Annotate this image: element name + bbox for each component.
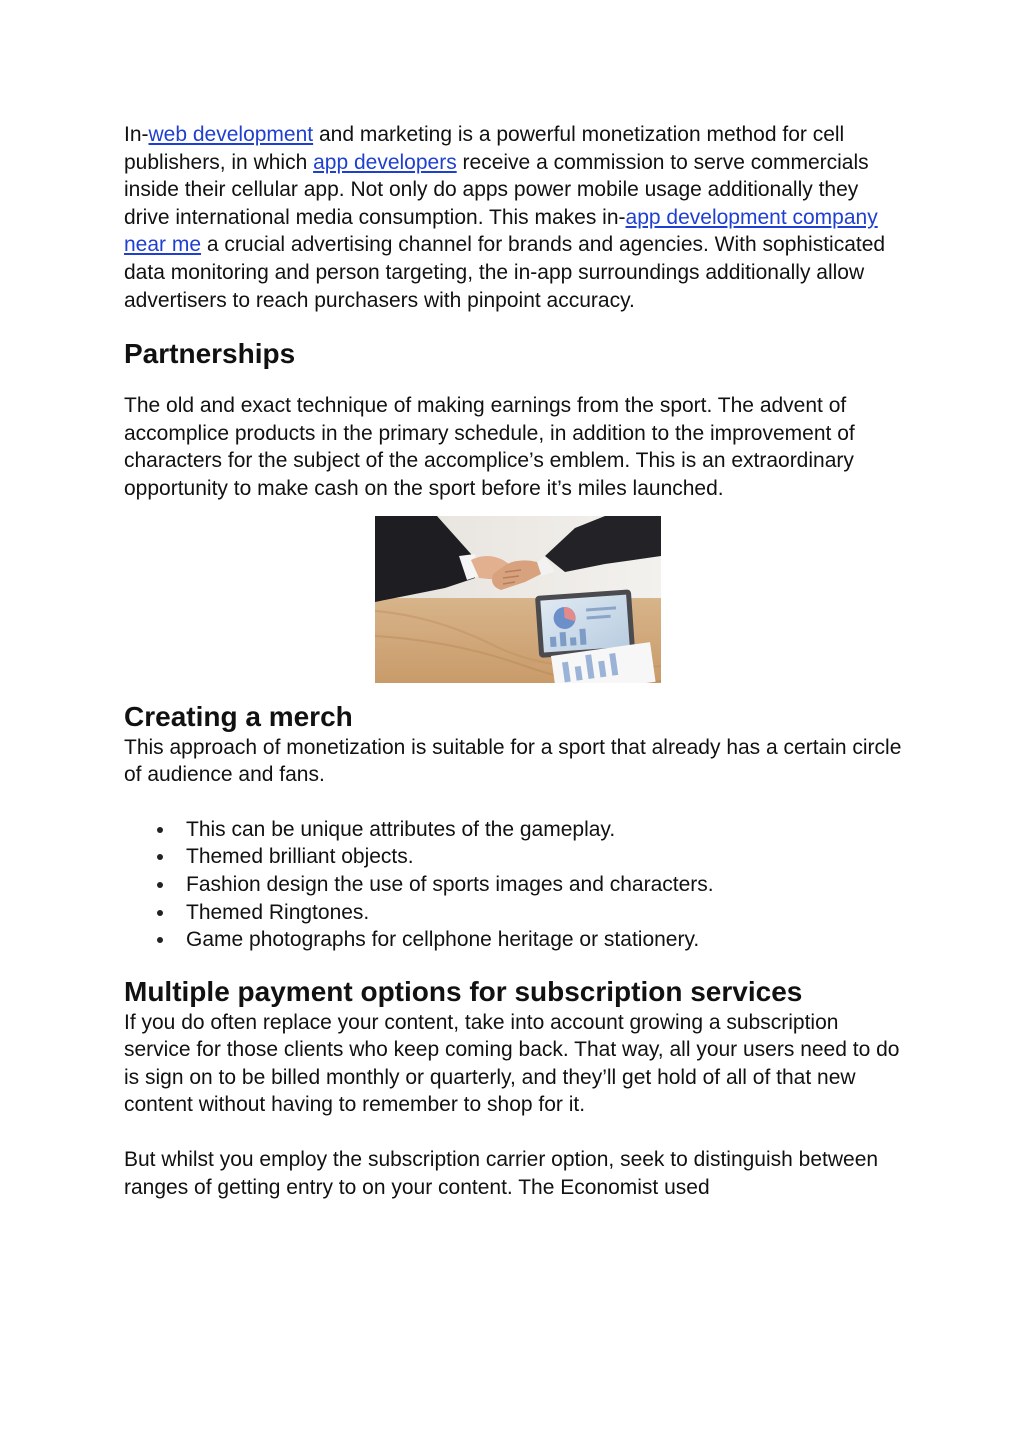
- bullet-icon: [157, 827, 163, 833]
- app-developers-link[interactable]: app developers: [313, 150, 457, 174]
- list-item: [124, 871, 904, 899]
- bullet-icon: [157, 937, 163, 943]
- list-item: [124, 926, 904, 954]
- subscription-paragraph-2: But whilst you employ the subscription carrier option, seek to distinguish between ranges of getting entry to on your content. The Economist used: [124, 1148, 879, 1199]
- creating-merch-paragraph: This approach of monetization is suitable for a sport that already has a certain circle of audience and fans.: [124, 735, 902, 787]
- merch-list: [124, 816, 904, 954]
- intro-paragraph: [124, 121, 904, 314]
- app-development-company-link[interactable]: app development company near me: [124, 205, 878, 257]
- list-item-text: This can be unique attributes of the gameplay.: [186, 817, 616, 841]
- web-development-link[interactable]: web development: [148, 123, 314, 146]
- list-item: [124, 899, 904, 927]
- bullet-icon: [157, 882, 163, 888]
- creating-merch-heading: Creating a merch: [124, 700, 353, 732]
- list-item-text: Themed Ringtones.: [186, 900, 370, 924]
- intro-text-3: receive a commission to serve commercials inside their cellular app. Not only do apps power mobile usage additionally they drive international media consumption. This makes in-: [124, 150, 869, 229]
- handshake-photo: [375, 516, 661, 683]
- intro-text-2: and marketing is a powerful monetization method for cell publishers, in which: [124, 123, 845, 174]
- bullet-icon: [157, 854, 163, 860]
- list-item-text: Game photographs for cellphone heritage or stationery.: [186, 928, 700, 952]
- partnerships-heading: Partnerships: [124, 338, 296, 370]
- document-page: [124, 121, 904, 1201]
- list-item: [124, 843, 904, 871]
- subscription-heading: Multiple payment options for subscription services: [124, 975, 803, 1007]
- list-item: [124, 816, 904, 844]
- list-item-text: Fashion design the use of sports images and characters.: [186, 872, 714, 896]
- handshake-photo-container: [124, 516, 904, 683]
- list-item-text: Themed brilliant objects.: [186, 845, 414, 869]
- intro-text-1: In-: [124, 123, 149, 146]
- intro-text-4: a crucial advertising channel for brands and agencies. With sophisticated data monitoring and person targeting, the in-app surroundings additionally allow advertisers to reach purchasers with pinpoint accuracy.: [124, 233, 886, 312]
- partnerships-paragraph: The old and exact technique of making earnings from the sport. The advent of accomplice products in the primary schedule, in addition to the improvement of characters for the subject of the accomplice’s emblem. This is an extraordinary opportunity to make cash on the sport before it’s miles launched.: [124, 394, 855, 500]
- bullet-icon: [157, 910, 163, 916]
- subscription-paragraph-1: If you do often replace your content, take into account growing a subscription service for those clients who keep coming back. That way, all your users need to do is sign on to be billed monthly or quarterly, and they’ll get hold of all of that new content without having to remember to shop for it.: [124, 1010, 900, 1117]
